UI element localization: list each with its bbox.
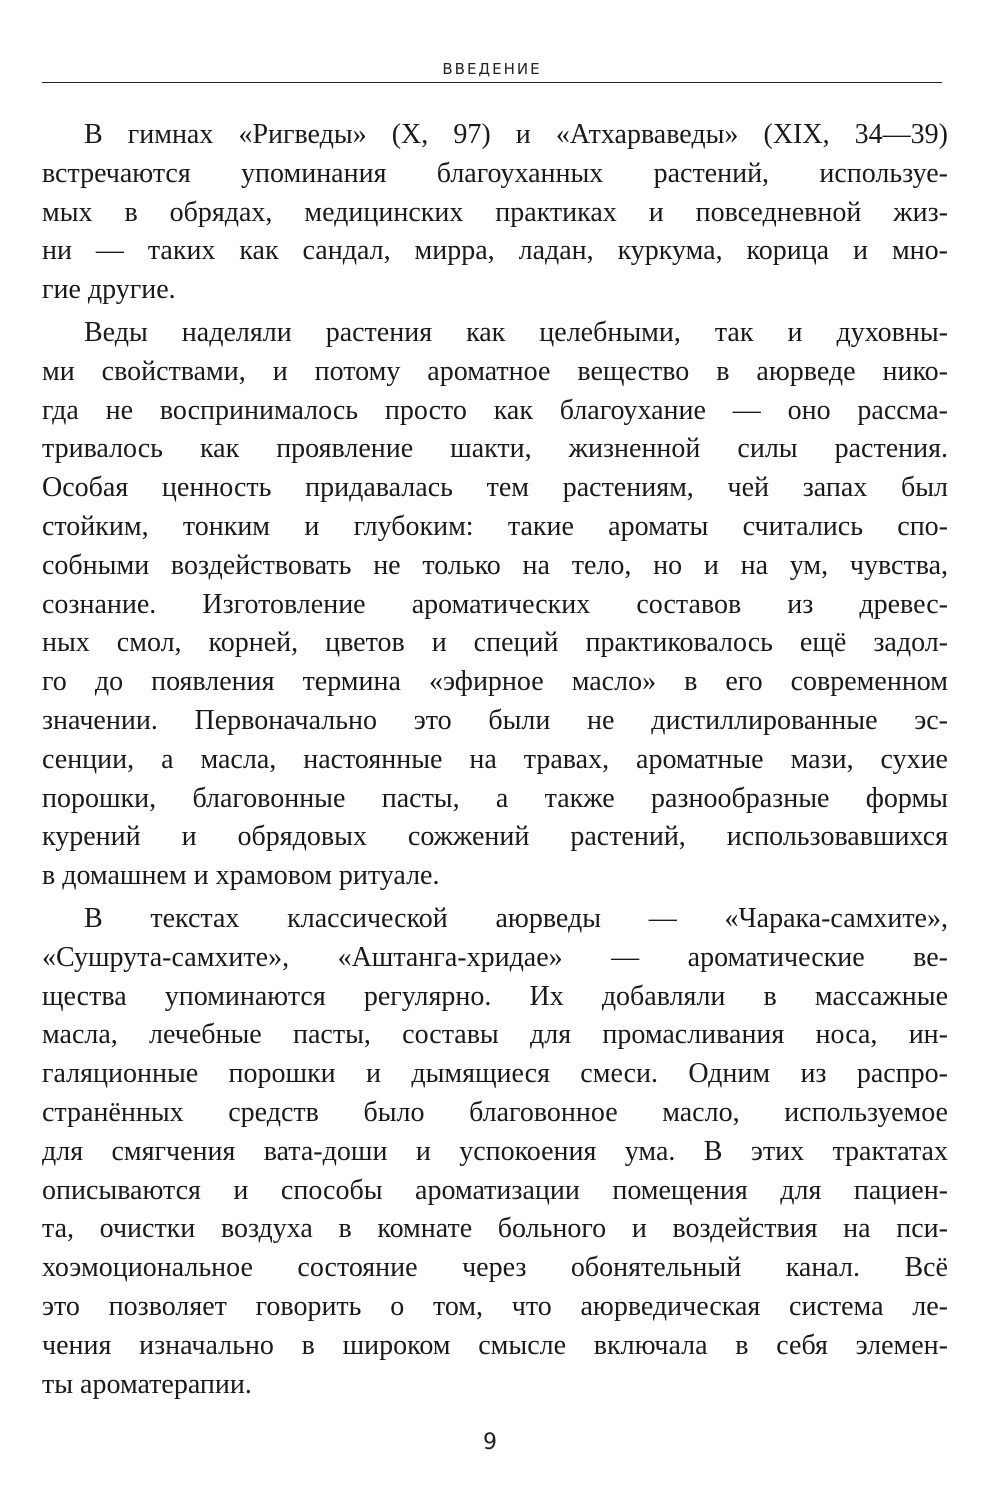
text-line: значении. Первоначально это были не дистиллированные эс- bbox=[42, 704, 948, 736]
text-line: галяционные порошки и дымящиеся смеси. Одним из распро- bbox=[42, 1058, 948, 1090]
text-line: мых в обрядах, медицинских практиках и повседневной жиз- bbox=[42, 196, 948, 228]
text-line: описываются и способы ароматизации помещения для пациен- bbox=[42, 1174, 948, 1206]
text-line: го до появления термина «эфирное масло» в его современном bbox=[42, 666, 948, 698]
text-line: это позволяет говорить о том, что аюрведическая система ле- bbox=[42, 1290, 948, 1322]
text-line: Особая ценность придавалась тем растениям, чей запах был bbox=[42, 472, 948, 504]
text-line: сознание. Изготовление ароматических составов из древес- bbox=[42, 588, 948, 620]
paragraph-1 bbox=[42, 116, 948, 310]
text-line: Веды наделяли растения как целебными, так и духовны- bbox=[84, 316, 948, 348]
page-number: 9 bbox=[483, 1430, 497, 1455]
paragraph-3 bbox=[42, 900, 948, 1404]
text-line: ты ароматерапии. bbox=[42, 1368, 252, 1400]
text-line: курений и обрядовых сожжений растений, использовавшихся bbox=[42, 821, 948, 853]
text-line: порошки, благовонные пасты, а также разнообразные формы bbox=[42, 782, 948, 814]
text-line: стойким, тонким и глубоким: такие ароматы считались спо- bbox=[42, 510, 948, 542]
text-line: гда не воспринималось просто как благоухание — оно рассма- bbox=[42, 394, 948, 426]
text-line: ных смол, корней, цветов и специй практиковалось ещё задол- bbox=[42, 627, 948, 659]
paragraph-2 bbox=[42, 314, 948, 896]
text-line: «Сушрута-самхите», «Аштанга-хридае» — ароматические ве- bbox=[42, 941, 948, 973]
header-rule bbox=[42, 82, 942, 83]
text-line: гие другие. bbox=[42, 274, 176, 306]
text-line: щества упоминаются регулярно. Их добавляли в массажные bbox=[42, 980, 948, 1012]
text-line: тривалось как проявление шакти, жизненной силы растения. bbox=[42, 433, 948, 465]
text-line: в домашнем и храмовом ритуале. bbox=[42, 860, 440, 892]
text-line: для смягчения вата-доши и успокоения ума. В этих трактатах bbox=[42, 1135, 948, 1167]
text-line: ми свойствами, и потому ароматное вещество в аюрведе нико- bbox=[42, 355, 948, 387]
body-text bbox=[42, 116, 948, 1404]
text-line: масла, лечебные пасты, составы для промасливания носа, ин- bbox=[42, 1019, 948, 1051]
text-line: странённых средств было благовонное масло, используемое bbox=[42, 1096, 948, 1128]
text-line: собными воздействовать не только на тело, но и на ум, чувства, bbox=[42, 549, 948, 581]
text-line: встречаются упоминания благоуханных растений, используе- bbox=[42, 157, 948, 189]
text-line: хоэмоциональное состояние через обонятельный канал. Всё bbox=[42, 1252, 948, 1284]
text-line: сенции, а масла, настоянные на травах, ароматные мази, сухие bbox=[42, 743, 948, 775]
text-line: В гимнах «Ригведы» (X, 97) и «Атхарваведы» (XIX, 34—39) bbox=[84, 119, 948, 150]
text-line: В текстах классической аюрведы — «Чарака-самхите», bbox=[84, 902, 948, 934]
text-line: чения изначально в широком смысле включала в себя элемен- bbox=[42, 1329, 948, 1361]
text-line: та, очистки воздуха в комнате больного и воздействия на пси- bbox=[42, 1213, 948, 1245]
running-head: ВВЕДЕНИЕ bbox=[442, 60, 542, 78]
text-line: ни — таких как сандал, мирра, ладан, куркума, корица и мно- bbox=[42, 235, 948, 267]
